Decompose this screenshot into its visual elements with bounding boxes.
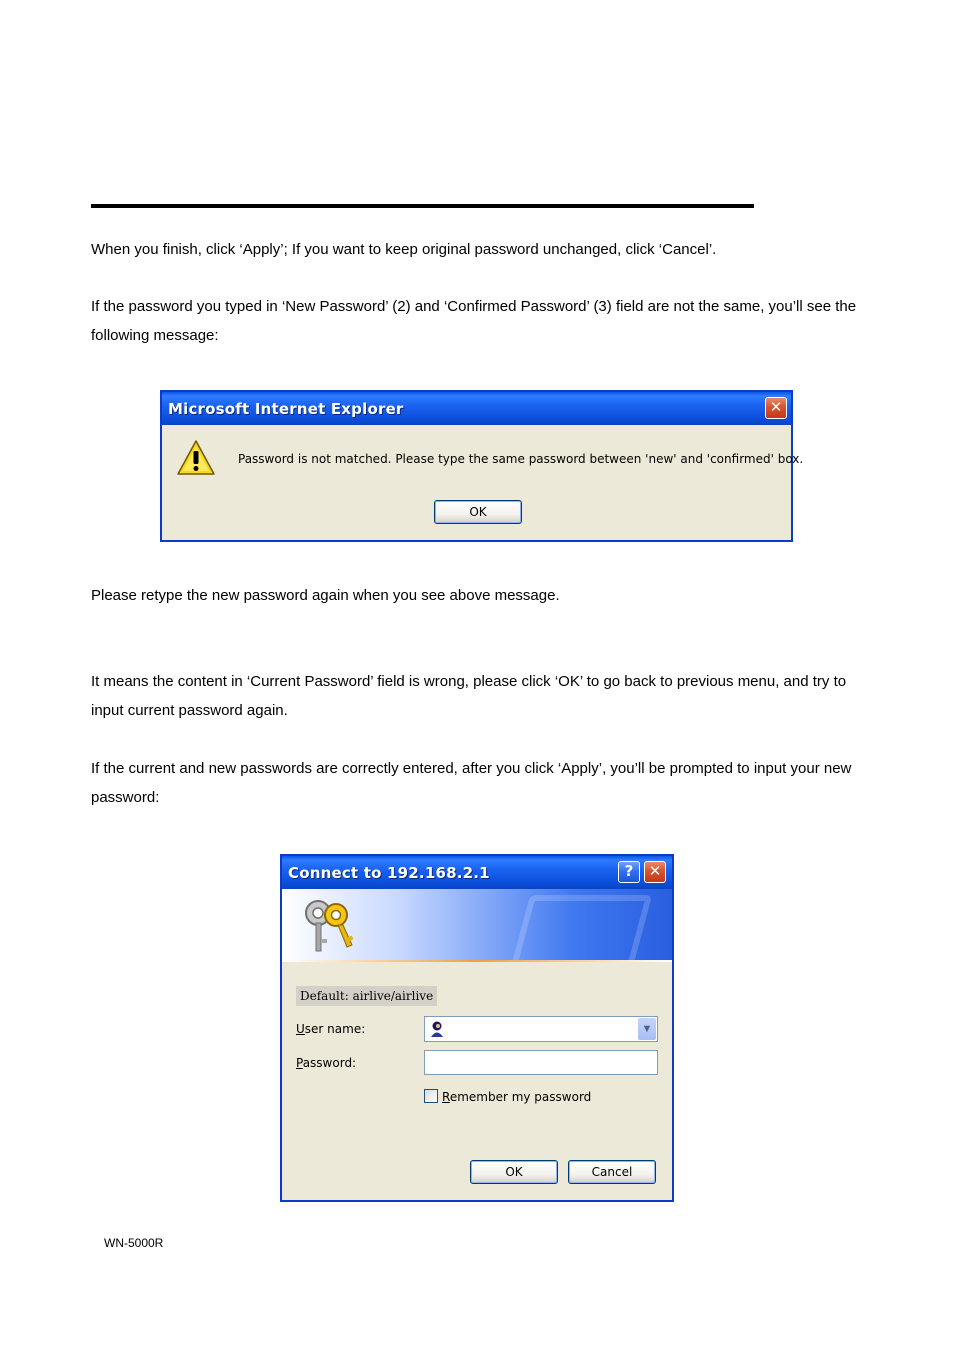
remember-checkbox[interactable] bbox=[424, 1089, 438, 1103]
close-icon[interactable]: ✕ bbox=[644, 861, 666, 883]
realm-label: Default: airlive/airlive bbox=[296, 986, 437, 1006]
username-label: User name: bbox=[296, 1022, 366, 1036]
prompt-paragraph: If the current and new passwords are correctly entered, after you click ‘Apply’, you’ll be prompted to input your new password: bbox=[91, 760, 852, 806]
login-cancel-button[interactable]: Cancel bbox=[568, 1160, 656, 1184]
remember-label[interactable]: Remember my password bbox=[442, 1090, 592, 1104]
alert-message: Password is not matched. Please type the same password between 'new' and 'confirmed' box. bbox=[238, 452, 804, 466]
login-title: Connect to 192.168.2.1 bbox=[288, 864, 490, 882]
retype-paragraph: Please retype the new password again when you see above message. bbox=[91, 587, 560, 604]
user-icon bbox=[429, 1020, 445, 1038]
alert-titlebar bbox=[162, 392, 791, 425]
help-icon[interactable]: ? bbox=[618, 861, 640, 883]
alert-dialog bbox=[160, 390, 804, 542]
keys-icon bbox=[300, 895, 360, 955]
password-field[interactable] bbox=[424, 1050, 658, 1075]
page-footer: WN-5000R bbox=[104, 1236, 164, 1250]
alert-ok-button[interactable]: OK bbox=[434, 500, 522, 524]
warning-icon bbox=[176, 438, 216, 478]
login-titlebar bbox=[282, 856, 672, 889]
section-divider bbox=[91, 204, 754, 208]
username-combobox[interactable] bbox=[424, 1016, 658, 1042]
login-dialog bbox=[280, 854, 674, 1202]
alert-title: Microsoft Internet Explorer bbox=[168, 400, 404, 418]
chevron-down-icon[interactable]: ▼ bbox=[638, 1018, 656, 1040]
mismatch-paragraph: If the password you typed in ‘New Password’ (2) and ‘Confirmed Password’ (3) field are not the same, you’ll see the following message: bbox=[91, 298, 857, 344]
banner-watermark bbox=[510, 895, 652, 960]
login-ok-button[interactable]: OK bbox=[470, 1160, 558, 1184]
password-label: Password: bbox=[296, 1056, 357, 1070]
banner-divider bbox=[282, 960, 672, 962]
instruction-paragraph: When you finish, click ‘Apply’; If you want to keep original password unchanged, click ‘Cancel’. bbox=[91, 241, 717, 258]
login-banner bbox=[282, 889, 672, 960]
close-icon[interactable]: ✕ bbox=[765, 397, 787, 419]
wrong-password-paragraph: It means the content in ‘Current Password’ field is wrong, please click ‘OK’ to go back to previous menu, and try to input current password again. bbox=[91, 673, 847, 719]
